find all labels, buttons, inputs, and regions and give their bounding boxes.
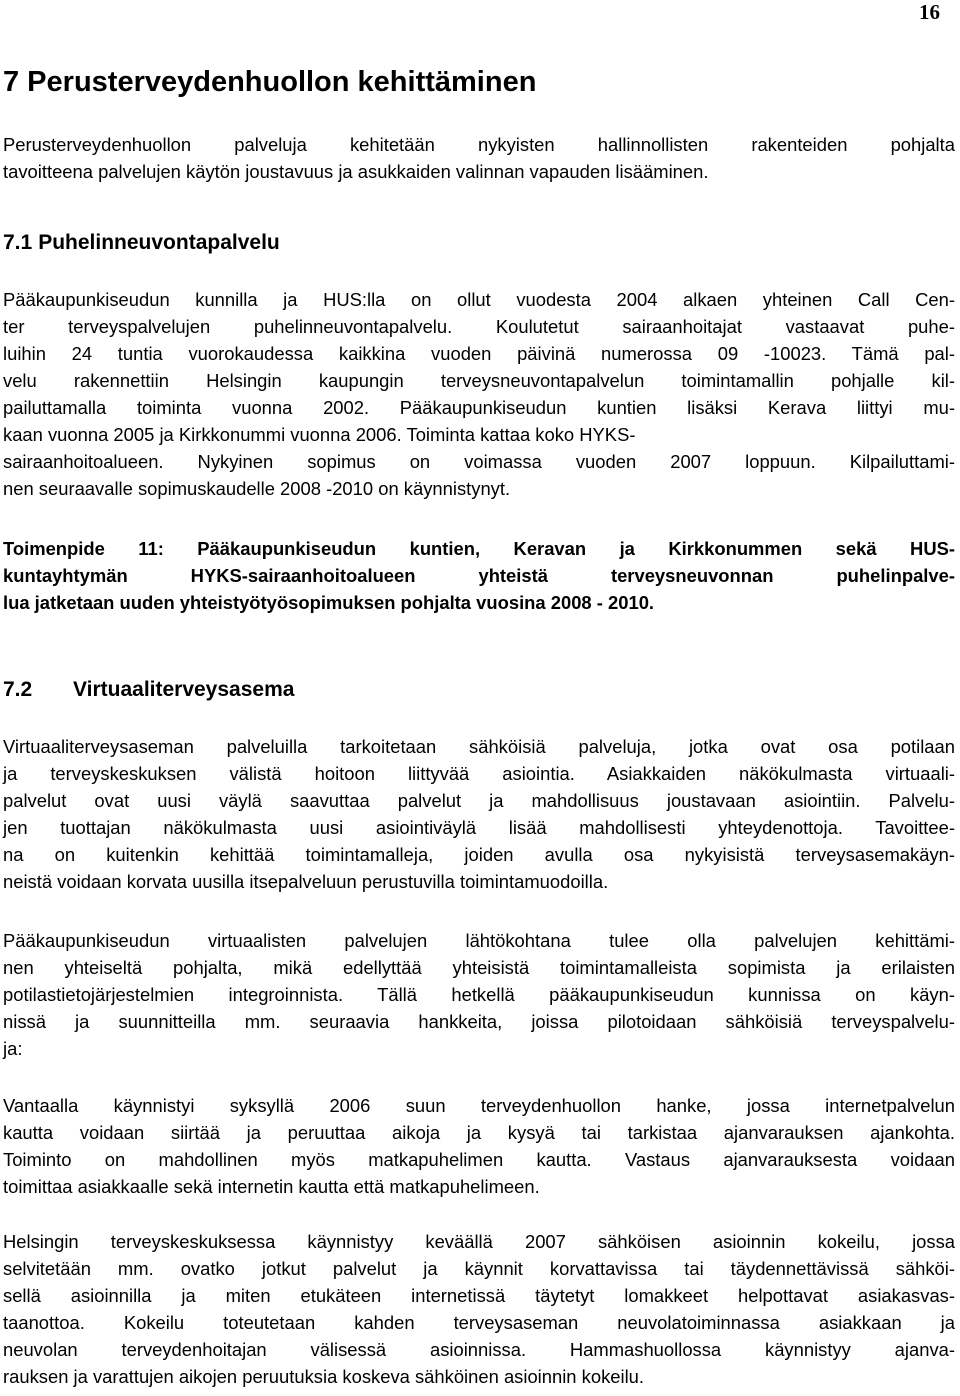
- page-number: 16: [919, 0, 940, 24]
- section-title: Virtuaaliterveysasema: [73, 678, 295, 701]
- text-line: Helsingin terveyskeskuksessa käynnistyy keväällä 2007 sähköisen asioinnin kokeilu, jossa: [3, 1231, 955, 1252]
- text-line: kuntayhtymän HYKS-sairaanhoitoalueen yhteistä terveysneuvonnan puhelinpalve-: [3, 565, 955, 586]
- action-paragraph: [3, 535, 955, 616]
- text-line: pailuttamalla toiminta vuonna 2002. Pääkaupunkiseudun kuntien lisäksi Kerava liittyi mu-: [3, 397, 955, 418]
- text-line: ter terveyspalvelujen puhelinneuvontapalvelu. Koulutetut sairaanhoitajat vastaavat puhe-: [3, 316, 955, 337]
- text-line: tavoitteena palvelujen käytön joustavuus ja asukkaiden valinnan vapauden lisääminen.: [3, 161, 709, 182]
- text-line: Virtuaaliterveysaseman palveluilla tarkoitetaan sähköisiä palveluja, jotka ovat osa potilaan: [3, 736, 955, 757]
- text-line: Perusterveydenhuollon palveluja kehitetään nykyisten hallinnollisten rakenteiden pohjalta: [3, 134, 955, 155]
- text-line: jen tuottajan näkökulmasta uusi asiointiväylä lisää mahdollisesti yhteydenottoja. Tavoittee-: [3, 817, 955, 838]
- section-heading-7-1: [3, 230, 955, 256]
- text-line: Toiminto on mahdollinen myös matkapuhelimen kautta. Vastaus ajanvarauksesta voidaan: [3, 1149, 955, 1170]
- text-line: Pääkaupunkiseudun virtuaalisten palvelujen lähtökohtana tulee olla palvelujen kehittämi-: [3, 930, 955, 951]
- text-line: potilastietojärjestelmien integroinnista. Tällä hetkellä pääkaupunkiseudun kunnissa on käyn-: [3, 984, 955, 1005]
- text-line: Vantaalla käynnistyi syksyllä 2006 suun terveydenhuollon hanke, jossa internetpalvelun: [3, 1095, 955, 1116]
- call-center-paragraph: [3, 286, 955, 502]
- helsinki-paragraph: [3, 1228, 955, 1390]
- regional-development-paragraph: [3, 927, 955, 1062]
- text-line: neistä voidaan korvata uusilla itsepalveluun perustuvilla toimintamuodoilla.: [3, 871, 609, 892]
- text-line: Toimenpide 11: Pääkaupunkiseudun kuntien, Keravan ja Kirkkonummen sekä HUS-: [3, 538, 955, 559]
- text-line: palvelut ovat uusi väylä saavuttaa palvelut ja mahdollisuus joustavaan asiointiin. Palvelu-: [3, 790, 955, 811]
- text-line: nissä ja suunnitteilla mm. seuraavia hankkeita, joissa pilotoidaan sähköisiä terveyspalvelu-: [3, 1011, 955, 1032]
- text-line: nen seuraavalle sopimuskaudelle 2008 -2010 on käynnistynyt.: [3, 478, 511, 499]
- text-line: neuvolan terveydenhoitajan välisessä asioinnissa. Hammashuollossa käynnistyy ajanva-: [3, 1339, 955, 1360]
- text-line: kaan vuonna 2005 ja Kirkkonummi vuonna 2006. Toiminta kattaa koko HYKS-: [3, 424, 636, 445]
- text-line: lua jatketaan uuden yhteistyötyösopimuksen pohjalta vuosina 2008 - 2010.: [3, 592, 655, 613]
- text-line: toimittaa asiakkaalle sekä internetin kautta että matkapuhelimeen.: [3, 1176, 540, 1197]
- intro-paragraph: [3, 131, 955, 185]
- text-line: luihin 24 tuntia vuorokaudessa kaikkina vuoden päivinä numerossa 09 -10023. Tämä pal-: [3, 343, 955, 364]
- text-line: selvitetään mm. ovatko jotkut palvelut ja käynnit korvattavissa tai täydennettävissä sähköi-: [3, 1258, 955, 1279]
- vantaa-paragraph: [3, 1092, 955, 1200]
- section-heading-7-2: [3, 677, 955, 703]
- text-line: Pääkaupunkiseudun kunnilla ja HUS:lla on ollut vuodesta 2004 alkaen yhteinen Call Cen-: [3, 289, 955, 310]
- section-number: 7.1: [3, 231, 33, 254]
- text-line: ja terveyskeskuksen välistä hoitoon liittyvää asiointia. Asiakkaiden näkökulmasta virtuaali-: [3, 763, 955, 784]
- text-line: velu rakennettiin Helsingin kaupungin terveysneuvontapalvelun toimintamallin pohjalle kil-: [3, 370, 955, 391]
- text-line: nen yhteiseltä pohjalta, mikä edellyttää yhteisistä toimintamalleista sopimista ja erilaisten: [3, 957, 955, 978]
- section-number: 7.2: [3, 678, 33, 701]
- text-line: na on kuitenkin kehittää toimintamalleja, joiden avulla osa nykyisistä terveysasemakäyn-: [3, 844, 955, 865]
- chapter-heading: 7 Perusterveydenhuollon kehittäminen: [3, 66, 537, 98]
- text-line: sairaanhoitoalueen. Nykyinen sopimus on voimassa vuoden 2007 loppuun. Kilpailuttami-: [3, 451, 955, 472]
- text-line: kautta voidaan siirtää ja peruuttaa aikoja ja kysyä tai tarkistaa ajanvarauksen ajankohta.: [3, 1122, 955, 1143]
- text-line: rauksen ja varattujen aikojen peruutuksia koskeva sähköinen asioinnin kokeilu.: [3, 1366, 644, 1387]
- text-line: ja:: [3, 1038, 23, 1059]
- text-line: taanottoa. Kokeilu toteutetaan kahden terveysaseman neuvolatoiminnassa asiakkaan ja: [3, 1312, 955, 1333]
- section-title: Puhelinneuvontapalvelu: [38, 231, 280, 254]
- text-line: sellä asioinnilla ja miten etukäteen internetissä täytetyt lomakkeet helpottavat asiakasvas-: [3, 1285, 955, 1306]
- virtual-services-paragraph: [3, 733, 955, 895]
